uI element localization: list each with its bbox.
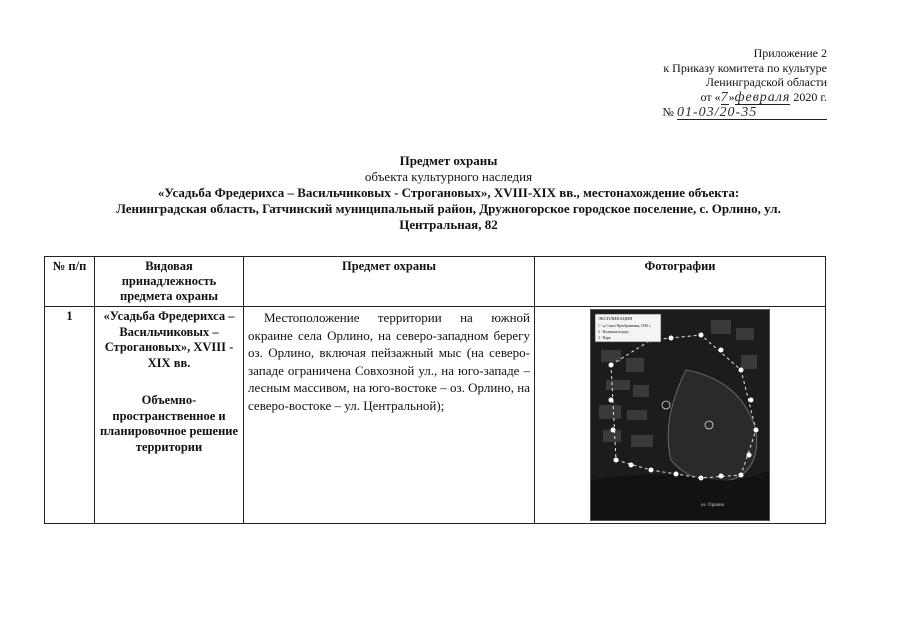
- date-year: 2020 г.: [793, 89, 827, 104]
- order-number: 01-03/20-35: [677, 106, 827, 120]
- appendix-order-ref: к Приказу комитета по культуре: [663, 60, 827, 75]
- appendix-title: Приложение 2: [753, 46, 827, 60]
- object-name: «Усадьба Фредерихса – Васильчиковых – Строгановых», XVIII - XIX вв.: [103, 309, 235, 370]
- table-header-row: [45, 257, 826, 307]
- heading-line-3: «Усадьба Фредерихса – Васильчиковых - Строгановых», XVIII-XIX вв., местонахождение объекта:: [157, 185, 740, 200]
- row-type: [95, 307, 244, 524]
- header-num: № п/п: [45, 257, 95, 307]
- table-row: [45, 307, 826, 524]
- header-subject: Предмет охраны: [244, 257, 535, 307]
- heading-line-5: Центральная, 82: [399, 217, 498, 232]
- row-description: [244, 307, 535, 524]
- appendix-region: Ленинградской области: [705, 75, 827, 89]
- appendix-date: от «7»февраля 2020 г.: [700, 89, 827, 105]
- date-day: 7: [720, 89, 729, 105]
- aerial-map-image: [590, 309, 770, 521]
- map-legend-item-3: 3 - Парк: [598, 336, 611, 340]
- map-lake-label: оз. Орлино: [701, 503, 725, 508]
- row-number: 1: [45, 307, 95, 524]
- description-text: Местоположение территории на южной окраине села Орлино, на северо-западном берегу оз. Орлино, включая пейзажный мыс (на северо-западе ограничена Совхозной ул., на юго-западе – лесным массивом, на юго-востоке – оз. Орлино, на северо-востоке – ул. Центральной);: [248, 310, 530, 413]
- aerial-map-graphic: [591, 310, 769, 520]
- appendix-block: [567, 46, 827, 120]
- heading-line-4: Ленинградская область, Гатчинский муниципальный район, Дружногорское городское поселение, с. Орлино, ул.: [116, 201, 781, 216]
- document-heading: [40, 153, 857, 233]
- date-month: февраля: [734, 89, 791, 105]
- header-photos: Фотографии: [535, 257, 826, 307]
- map-legend-item-1: 1 - ц. Спаса Преображения, 1830 г.: [598, 324, 651, 328]
- row-photo: [535, 307, 826, 524]
- map-legend-item-2: 2 - Валунная ограда: [598, 330, 629, 334]
- header-type: Видовая принадлежность предмета охраны: [95, 257, 244, 307]
- heading-line-1: Предмет охраны: [399, 153, 498, 168]
- appendix-number: № 01-03/20-35: [567, 105, 827, 120]
- protection-table: [44, 256, 826, 524]
- map-legend-title: ЭКСПЛИКАЦИЯ: [598, 316, 633, 321]
- heading-line-2: объекта культурного наследия: [364, 169, 533, 184]
- protection-kind: Объемно-пространственное и планировочное решение территории: [99, 393, 239, 454]
